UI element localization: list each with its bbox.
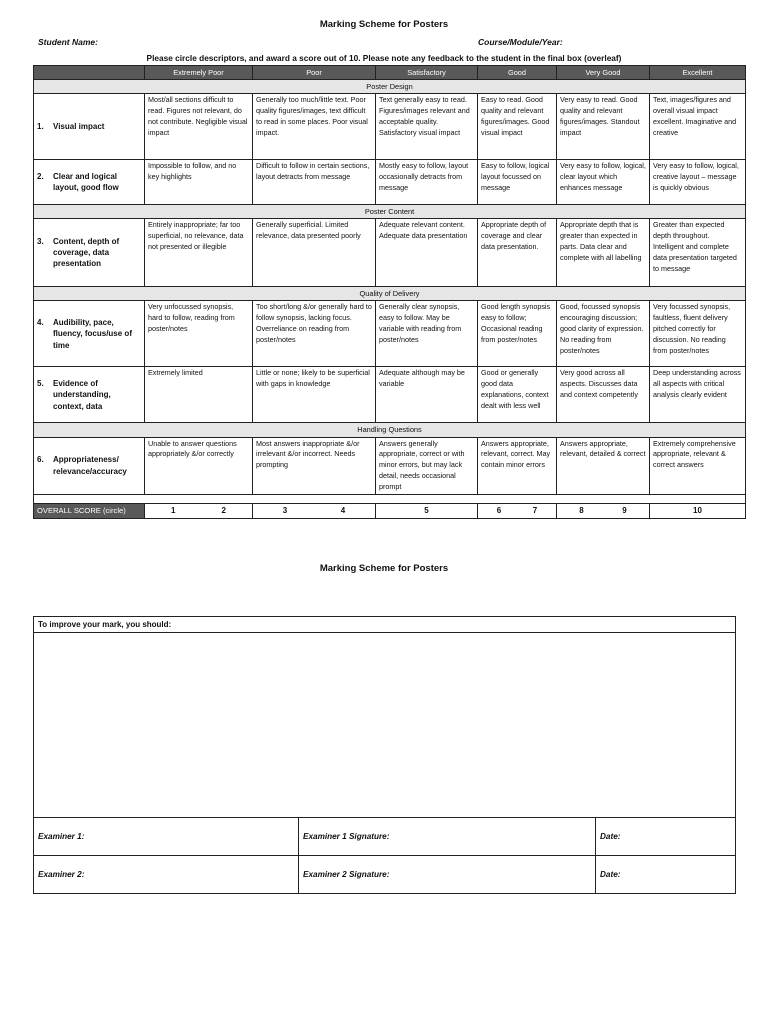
criterion-row — [34, 160, 746, 205]
examiner-2-field[interactable]: Examiner 2: — [34, 856, 299, 894]
section-handling-questions: Handling Questions — [34, 423, 746, 437]
descriptor-cell[interactable]: Good, focussed synopsis encouraging discussion; good clarity of expression. No reading from poster/notes — [557, 301, 650, 367]
level-header: Extremely Poor — [145, 66, 253, 80]
descriptor-cell[interactable]: Appropriate depth of coverage and clear data presentation. — [478, 219, 557, 287]
descriptor-cell[interactable]: Good length synopsis easy to follow; Occasional reading from poster/notes — [478, 301, 557, 367]
descriptor-cell[interactable]: Little or none; likely to be superficial with gaps in knowledge — [253, 367, 376, 423]
score-option[interactable]: 4 — [340, 505, 346, 515]
level-header: Poor — [253, 66, 376, 80]
score-cell — [478, 503, 557, 518]
score-option[interactable]: 5 — [424, 505, 429, 515]
criterion-label — [34, 219, 145, 287]
score-cell — [376, 503, 478, 518]
criterion-row — [34, 219, 746, 287]
descriptor-cell[interactable]: Easy to follow, logical layout focussed on message — [478, 160, 557, 205]
descriptor-cell[interactable]: Extremely comprehensive appropriate, relevant & correct answers — [650, 437, 746, 494]
section-header-row — [34, 205, 746, 219]
descriptor-cell[interactable]: Easy to read. Good quality and relevant figures/images. Good visual impact — [478, 94, 557, 160]
student-name-label: Student Name: — [38, 37, 98, 47]
criterion-row — [34, 301, 746, 367]
descriptor-cell[interactable]: Unable to answer questions appropriately &/or correctly — [145, 437, 253, 494]
header-blank — [34, 66, 145, 80]
descriptor-cell[interactable]: Appropriate depth that is greater than expected in parts. Data clear and complete with all labelling — [557, 219, 650, 287]
improve-header-row — [34, 617, 736, 633]
descriptor-cell[interactable]: Very easy to read. Good quality and relevant figures/images. Standout impact — [557, 94, 650, 160]
score-option[interactable]: 3 — [282, 505, 288, 515]
section-header-row — [34, 423, 746, 437]
criterion-number: 4. — [37, 318, 44, 328]
page2-title: Marking Scheme for Posters — [319, 563, 449, 574]
descriptor-cell[interactable]: Most answers inappropriate &/or irrelevant &/or incorrect. Needs prompting — [253, 437, 376, 494]
criterion-number: 2. — [37, 172, 44, 182]
descriptor-cell[interactable]: Very easy to follow, logical, clear layout which enhances message — [557, 160, 650, 205]
score-option[interactable]: 2 — [221, 505, 226, 515]
section-poster-design: Poster Design — [34, 80, 746, 94]
score-option[interactable]: 7 — [532, 505, 538, 515]
descriptor-cell[interactable]: Too short/long &/or generally hard to follow synopsis, lacking focus. Overreliance on reading from poster/notes — [253, 301, 376, 367]
descriptor-cell[interactable]: Text generally easy to read. Figures/images relevant and acceptable quality. Satisfactory visual impact — [376, 94, 478, 160]
section-header-row — [34, 287, 746, 301]
page-title: Marking Scheme for Posters — [319, 19, 449, 30]
spacer-cell — [34, 494, 746, 503]
examiner-2-row — [34, 856, 736, 894]
criterion-name: Visual impact — [53, 122, 105, 132]
descriptor-cell[interactable]: Adequate although may be variable — [376, 367, 478, 423]
descriptor-cell[interactable]: Answers appropriate, relevant, correct. May contain minor errors — [478, 437, 557, 494]
criterion-label — [34, 367, 145, 423]
section-poster-content: Poster Content — [34, 205, 746, 219]
date-2-field[interactable]: Date: — [596, 856, 736, 894]
criterion-label — [34, 301, 145, 367]
level-header: Excellent — [650, 66, 746, 80]
criterion-name: Appropriateness/ relevance/accuracy — [53, 455, 127, 476]
score-option[interactable]: 9 — [622, 505, 627, 515]
level-header: Satisfactory — [376, 66, 478, 80]
criterion-name: Content, depth of coverage, data presentation — [53, 237, 120, 269]
level-header-row — [34, 66, 746, 80]
improve-label: To improve your mark, you should: — [34, 617, 736, 633]
score-option[interactable]: 10 — [693, 505, 702, 515]
section-quality-of-delivery: Quality of Delivery — [34, 287, 746, 301]
spacer-row — [34, 494, 746, 503]
score-option[interactable]: 1 — [171, 505, 176, 515]
improve-feedback-box[interactable] — [34, 633, 736, 818]
criterion-row — [34, 437, 746, 494]
criterion-label — [34, 437, 145, 494]
criterion-row — [34, 367, 746, 423]
descriptor-cell[interactable]: Difficult to follow in certain sections, layout detracts from message — [253, 160, 376, 205]
feedback-table — [33, 616, 736, 894]
criterion-name: Audibility, pace, fluency, focus/use of time — [53, 318, 132, 350]
examiner-2-signature-field[interactable]: Examiner 2 Signature: — [299, 856, 596, 894]
descriptor-cell[interactable]: Generally too much/little text. Poor quality figures/images, text difficult to read in some places. Poor visual impact. — [253, 94, 376, 160]
descriptor-cell[interactable]: Most/all sections difficult to read. Figures not relevant, do not contribute. Negligible visual impact — [145, 94, 253, 160]
criterion-number: 5. — [37, 379, 44, 389]
criterion-number: 1. — [37, 122, 44, 132]
score-option[interactable]: 8 — [579, 505, 584, 515]
examiner-1-row — [34, 818, 736, 856]
examiner-1-signature-field[interactable]: Examiner 1 Signature: — [299, 818, 596, 856]
descriptor-cell[interactable]: Mostly easy to follow, layout occasionally detracts from message — [376, 160, 478, 205]
descriptor-cell[interactable]: Extremely limited — [145, 367, 253, 423]
descriptor-cell[interactable]: Generally clear synopsis, easy to follow. May be variable with reading from poster/notes — [376, 301, 478, 367]
date-1-field[interactable]: Date: — [596, 818, 736, 856]
criterion-row — [34, 94, 746, 160]
improve-feedback-row — [34, 633, 736, 818]
descriptor-cell[interactable]: Good or generally good data explanations, context dealt with less well — [478, 367, 557, 423]
score-cell — [253, 503, 376, 518]
descriptor-cell[interactable]: Deep understanding across all aspects with critical analysis clearly evident — [650, 367, 746, 423]
criterion-number: 3. — [37, 237, 44, 247]
descriptor-cell[interactable]: Text, images/figures and overall visual impact excellent. Imaginative and creative — [650, 94, 746, 160]
descriptor-cell[interactable]: Very unfocussed synopsis, hard to follow, reading from poster/notes — [145, 301, 253, 367]
overall-score-label: OVERALL SCORE (circle) — [34, 503, 145, 518]
descriptor-cell[interactable]: Very focussed synopsis, faultless, fluent delivery pitched correctly for discussion. No reading from poster/notes — [650, 301, 746, 367]
overall-score-row — [34, 503, 746, 518]
score-cell — [557, 503, 650, 518]
criterion-label — [34, 160, 145, 205]
level-header: Good — [478, 66, 557, 80]
descriptor-cell[interactable]: Greater than expected depth throughout. Intelligent and complete data presentation targeted to message — [650, 219, 746, 287]
criterion-name: Clear and logical layout, good flow — [53, 172, 119, 193]
rubric-table — [33, 65, 746, 519]
score-cell — [145, 503, 253, 518]
criterion-name: Evidence of understanding, context, data — [53, 379, 111, 411]
section-header-row — [34, 80, 746, 94]
descriptor-cell[interactable]: Answers appropriate, relevant, detailed & correct — [557, 437, 650, 494]
level-header: Very Good — [557, 66, 650, 80]
criterion-number: 6. — [37, 455, 44, 465]
descriptor-cell[interactable]: Adequate relevant content. Adequate data presentation — [376, 219, 478, 287]
descriptor-cell[interactable]: Very good across all aspects. Discusses data and context competently — [557, 367, 650, 423]
examiner-1-field[interactable]: Examiner 1: — [34, 818, 299, 856]
descriptor-cell[interactable]: Very easy to follow, logical, creative layout – message is quickly obvious — [650, 160, 746, 205]
score-option[interactable]: 6 — [496, 505, 502, 515]
instructions-text: Please circle descriptors, and award a score out of 10. Please note any feedback to the student in the final box (overleaf) — [146, 53, 622, 63]
descriptor-cell[interactable]: Answers generally appropriate, correct or with minor errors, but may lack detail, needs occasional prompt — [376, 437, 478, 494]
score-cell — [650, 503, 746, 518]
course-module-year-label: Course/Module/Year: — [478, 37, 563, 47]
descriptor-cell[interactable]: Entirely inappropriate; far too superficial, no relevance, data not presented or illegible — [145, 219, 253, 287]
descriptor-cell[interactable]: Generally superficial. Limited relevance, data presented poorly — [253, 219, 376, 287]
criterion-label — [34, 94, 145, 160]
descriptor-cell[interactable]: Impossible to follow, and no key highlights — [145, 160, 253, 205]
